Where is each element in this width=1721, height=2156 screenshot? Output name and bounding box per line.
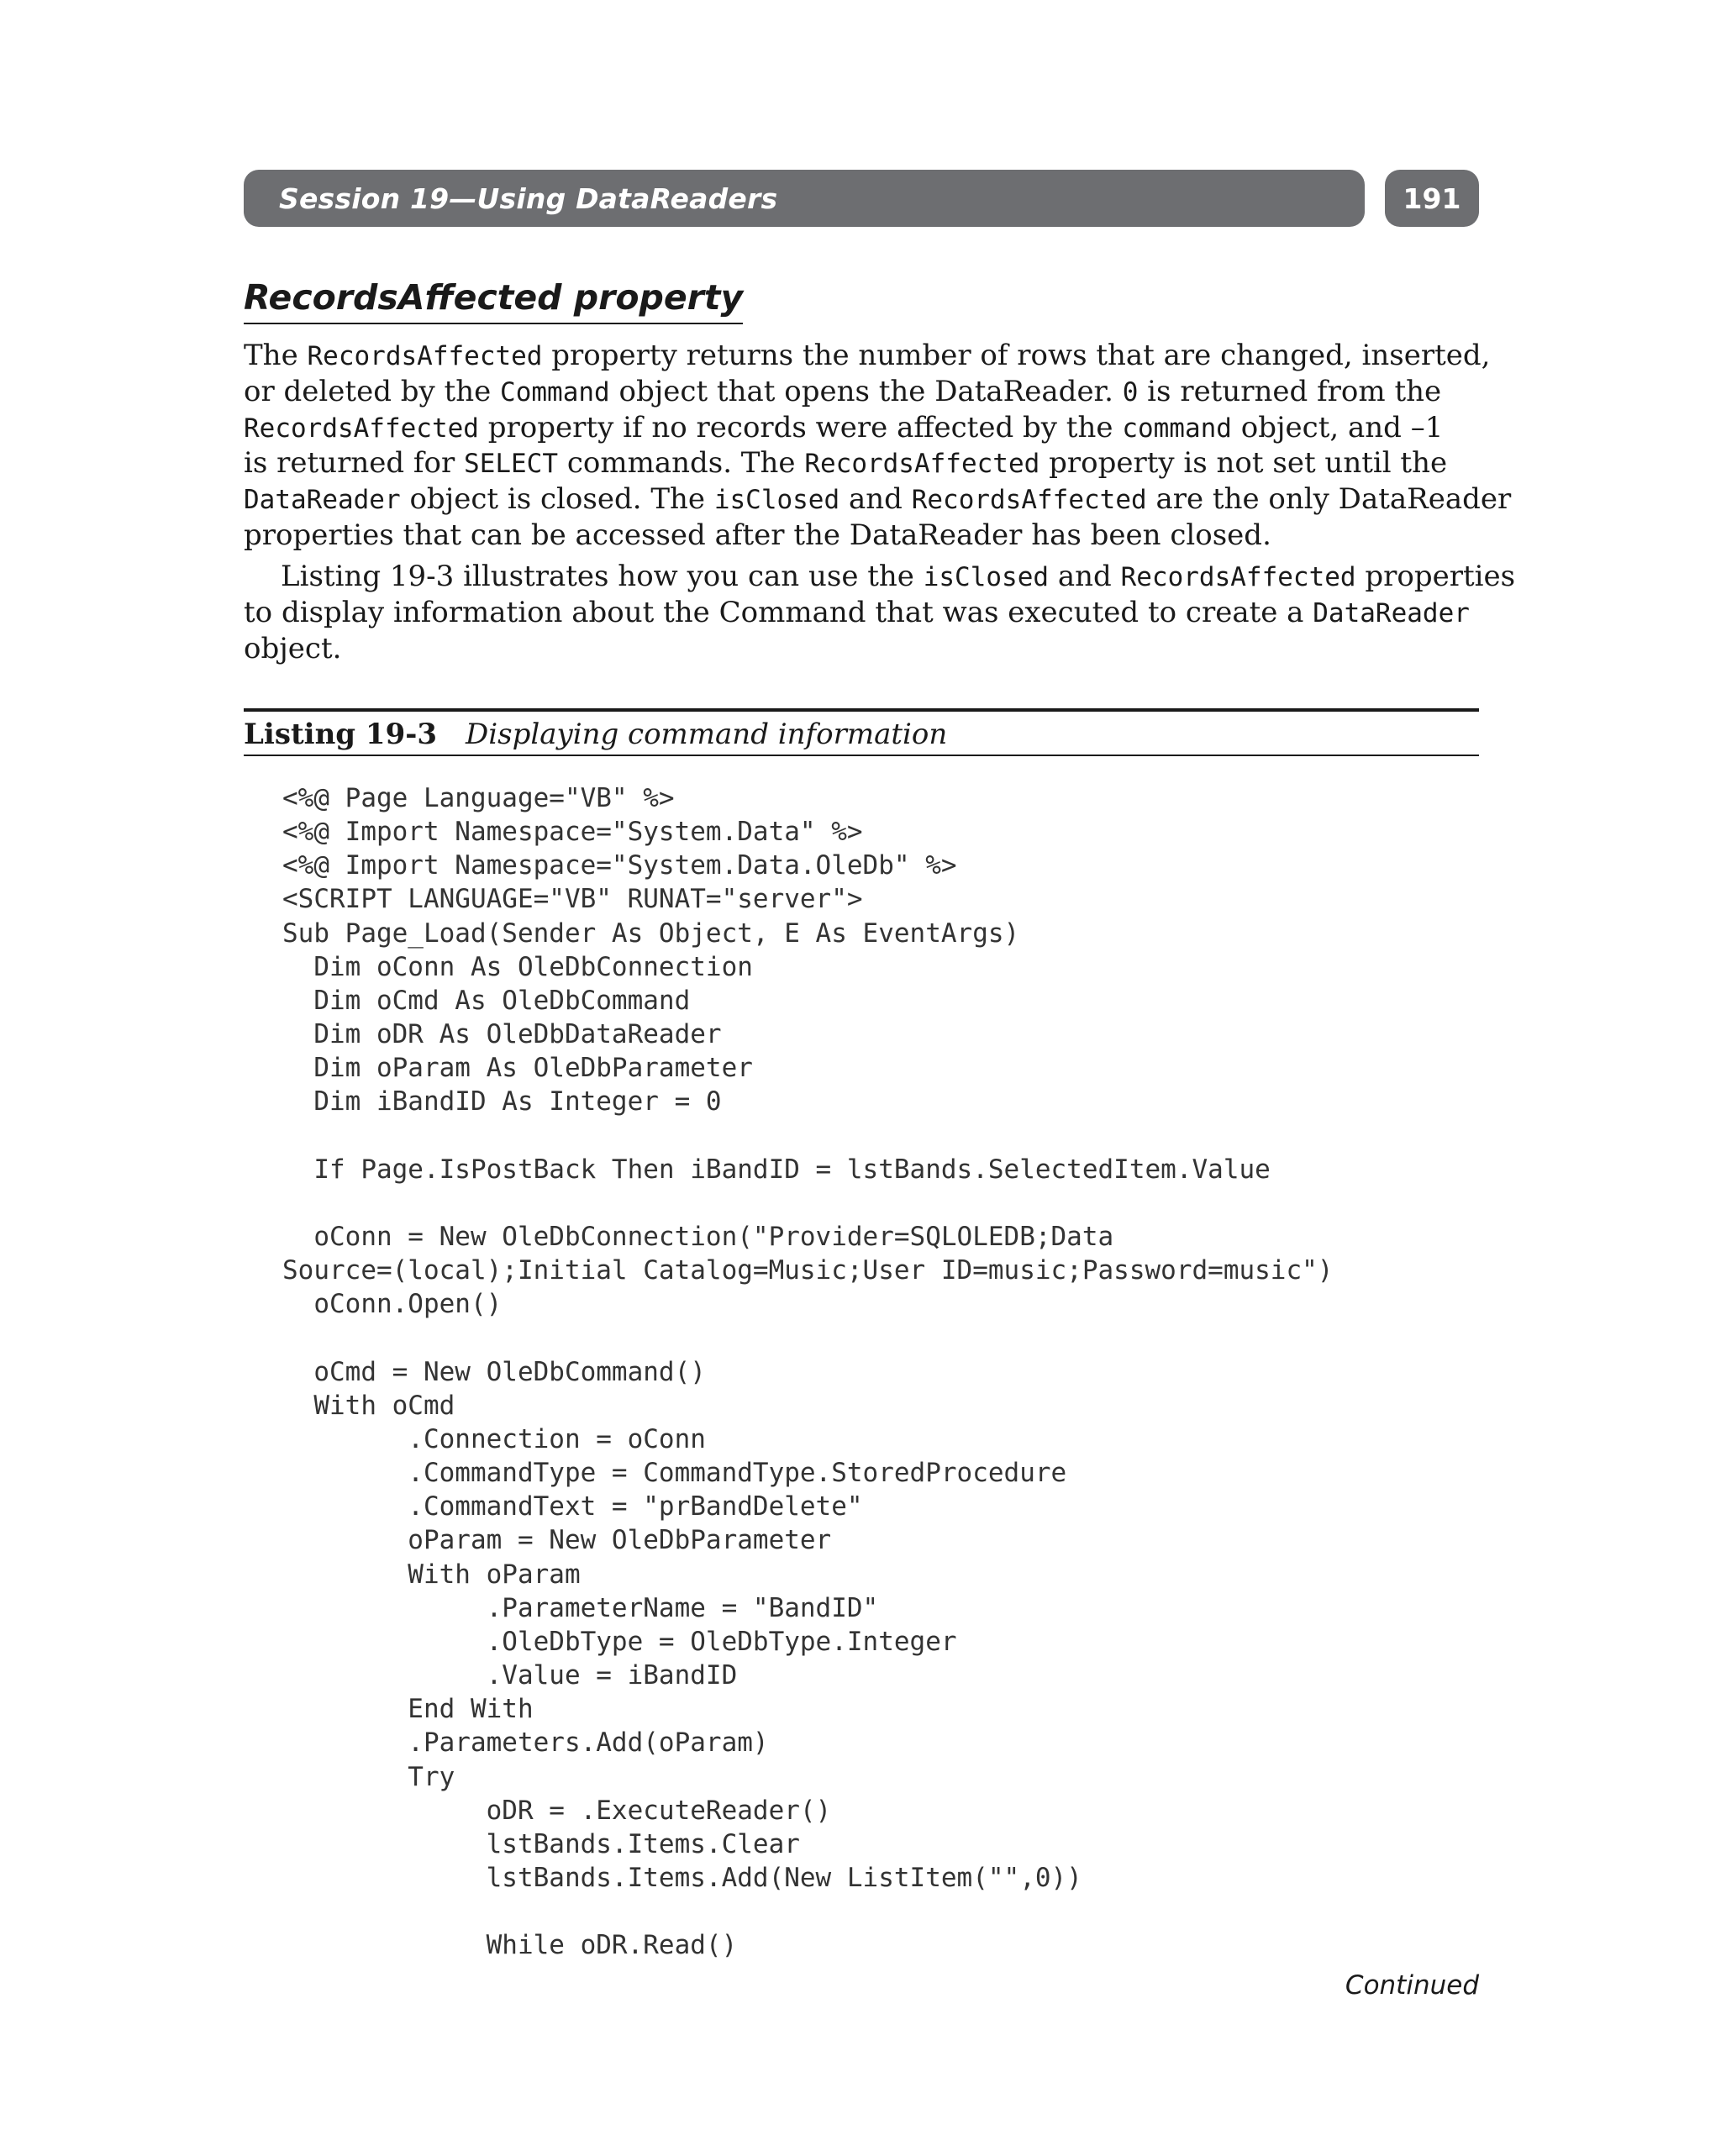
continued-label: Continued bbox=[1345, 1970, 1479, 2001]
text-run: object that opens the DataReader. bbox=[609, 374, 1123, 408]
inline-code: RecordsAffected bbox=[307, 341, 543, 371]
text-run: properties bbox=[1355, 560, 1516, 593]
inline-code: DataReader bbox=[244, 485, 401, 516]
paragraph-line bbox=[244, 339, 1491, 375]
code-listing: <%@ Page Language="VB" %> <%@ Import Namespace="System.Data" %> <%@ Import Namespace="System.Data.OleDb" %> <SCRIPT LANGUAGE="VB" RUNAT="server"> Sub Page_Load(Sender As Object, E As EventArgs) Dim oConn As OleDbConnection Dim oCmd As OleDbCommand Dim oDR As OleDbDataReader Dim oParam As OleDbParameter Dim iBandID As Integer = 0 If Page.IsPostBack Then iBandID = lstBands.SelectedItem.Value oConn = New OleDbConnection("Provider=SQLOLEDB;Data Source=(local);Initial Catalog=Music;User ID=music;Password=music") oConn.Open() oCmd = New OleDbCommand() With oCmd .Connection = oConn .CommandType = CommandType.StoredProcedure .CommandText = "prBandDelete" oParam = New OleDbParameter With oParam .ParameterName = "BandID" .OleDbType = OleDbType.Integer .Value = iBandID End With .Parameters.Add(oParam) Try oDR = .ExecuteReader() lstBands.Items.Clear lstBands.Items.Add(New ListItem("",0)) While oDR.Read() bbox=[282, 783, 1334, 1961]
listing-title: Displaying command information bbox=[466, 718, 948, 751]
inline-code: Command bbox=[500, 376, 610, 408]
page-number: 191 bbox=[1403, 181, 1461, 215]
inline-code: isClosed bbox=[713, 485, 840, 516]
paragraph-line bbox=[244, 518, 1487, 554]
paragraph-line bbox=[244, 560, 1516, 596]
text-run: and bbox=[839, 482, 912, 517]
text-run: Listing 19-3 illustrates how you can use the bbox=[281, 560, 924, 593]
paragraph-listing-intro bbox=[244, 560, 1516, 666]
paragraph-line bbox=[244, 411, 1487, 447]
text-run: is returned for bbox=[244, 446, 465, 481]
listing-top-rule bbox=[244, 708, 1479, 712]
inline-code: RecordsAffected bbox=[1120, 562, 1356, 592]
inline-code: RecordsAffected bbox=[911, 485, 1147, 516]
inline-code: RecordsAffected bbox=[804, 449, 1040, 480]
inline-code: SELECT bbox=[464, 449, 559, 480]
section-heading: RecordsAffected property bbox=[244, 277, 743, 324]
text-run: properties that can be accessed after the DataReader has been closed. bbox=[244, 518, 1271, 552]
inline-code: command bbox=[1122, 413, 1232, 444]
page-number-box bbox=[1385, 170, 1479, 227]
text-run: to display information about the Command that was executed to create a bbox=[244, 595, 1313, 629]
text-run: are the only DataReader bbox=[1146, 482, 1512, 517]
text-run: object is closed. The bbox=[400, 482, 714, 517]
paragraph-records-affected bbox=[244, 339, 1512, 554]
text-run: property is not set until the bbox=[1039, 446, 1448, 481]
inline-code: isClosed bbox=[923, 562, 1050, 592]
running-header-title: Session 19—Using DataReaders bbox=[279, 181, 778, 215]
listing-number: Listing 19-3 bbox=[244, 718, 437, 751]
text-run: object. bbox=[244, 631, 342, 665]
text-run: property if no records were affected by the bbox=[478, 410, 1123, 444]
paragraph-line bbox=[244, 446, 1487, 482]
text-run: commands. The bbox=[558, 446, 805, 481]
text-run: and bbox=[1049, 560, 1121, 593]
paragraph-line bbox=[244, 375, 1487, 411]
text-run: The bbox=[244, 339, 308, 372]
text-run: property returns the number of rows that are changed, inserted, bbox=[542, 339, 1491, 372]
text-run: or deleted by the bbox=[244, 374, 501, 408]
text-run: object, and –1 bbox=[1231, 410, 1444, 444]
paragraph-line bbox=[244, 632, 1487, 667]
inline-code: DataReader bbox=[1313, 597, 1470, 628]
inline-code: 0 bbox=[1122, 376, 1139, 408]
running-header bbox=[244, 170, 1365, 227]
listing-caption bbox=[244, 717, 947, 752]
paragraph-line bbox=[244, 482, 1512, 518]
inline-code: RecordsAffected bbox=[244, 413, 479, 444]
listing-bottom-rule bbox=[244, 755, 1479, 756]
paragraph-line bbox=[244, 596, 1487, 632]
text-run: is returned from the bbox=[1138, 374, 1442, 408]
